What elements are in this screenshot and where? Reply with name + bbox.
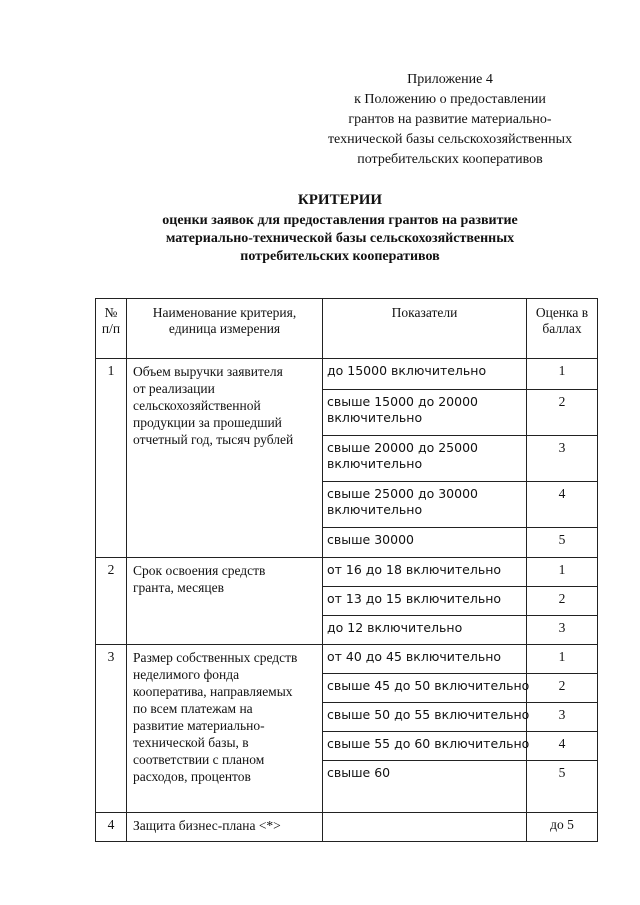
table-row (96, 558, 598, 587)
criterion-name-line: продукции за прошедший (133, 415, 282, 430)
indicator-cell (323, 761, 527, 813)
table-header-row (96, 299, 598, 359)
indicator-cell (323, 674, 530, 703)
header-number-line: п/п (101, 321, 121, 336)
header-score-line: баллах (542, 321, 582, 336)
criterion-name-line: развитие материально- (133, 718, 265, 733)
score-cell: 2 (527, 390, 598, 436)
score-cell: до 5 (527, 813, 598, 842)
table-row (96, 813, 598, 842)
header-name-line: Наименование критерия, (152, 305, 297, 320)
indicator-text: до 12 включительно (327, 620, 463, 635)
criterion-name-line: технической базы, в (133, 735, 249, 750)
score-cell: 5 (527, 528, 598, 558)
indicator-cell (323, 703, 530, 732)
indicator-cell (323, 732, 530, 761)
indicator-cell (323, 616, 527, 645)
criterion-name-line: Срок освоения средств (133, 563, 266, 578)
score-cell: 3 (527, 616, 598, 645)
score-cell: 4 (527, 482, 598, 528)
header-criterion-name (127, 299, 323, 359)
criterion-number: 1 (96, 359, 127, 558)
document-title: КРИТЕРИИ (297, 192, 383, 208)
criterion-name (127, 645, 323, 813)
table-row (96, 359, 598, 390)
annex-line: технической базы сельскохозяйственных (327, 132, 573, 147)
header-indicators: Показатели (323, 299, 527, 359)
indicator-text: от 40 до 45 включительно (327, 649, 502, 664)
score-cell: 2 (527, 587, 598, 616)
criterion-name (127, 558, 323, 645)
document-subtitle (60, 212, 620, 266)
annex-line: к Положению о предоставлении (354, 92, 546, 107)
criterion-name-line: гранта, месяцев (133, 580, 224, 595)
indicator-cell (323, 436, 527, 482)
criterion-number: 2 (96, 558, 127, 645)
criterion-name (127, 813, 323, 842)
indicator-text: от 13 до 15 включительно (327, 591, 502, 606)
criterion-name-line: кооператива, направляемых (133, 684, 293, 699)
indicator-text: свыше 25000 до 30000 (327, 486, 478, 501)
header-score-line: Оценка в (535, 305, 589, 320)
score-cell: 3 (527, 436, 598, 482)
criterion-name-line: сельскохозяйственной (133, 398, 261, 413)
subtitle-line: оценки заявок для предоставления грантов на развитие (162, 213, 518, 228)
criterion-name-line: расходов, процентов (133, 769, 251, 784)
header-number (96, 299, 127, 359)
criterion-name-line: неделимого фонда (133, 667, 240, 682)
criteria-table (95, 298, 598, 842)
indicator-text: свыше 55 до 60 включительно (327, 736, 530, 751)
criterion-number: 4 (96, 813, 127, 842)
indicator-text: свыше 45 до 50 включительно (327, 678, 530, 693)
table-row (96, 645, 598, 674)
subtitle-line: потребительских кооперативов (240, 249, 440, 264)
score-cell: 1 (527, 359, 598, 390)
indicator-text: до 15000 включительно (327, 363, 487, 378)
indicator-cell (323, 528, 527, 558)
indicator-text: включительно (327, 410, 423, 425)
header-number-line: № (104, 305, 118, 320)
score-cell: 2 (527, 674, 598, 703)
indicator-cell (323, 482, 527, 528)
header-name-line: единица измерения (168, 321, 281, 336)
annex-line: грантов на развитие материально- (348, 112, 552, 127)
indicator-cell (323, 645, 527, 674)
indicator-cell (323, 558, 527, 587)
criterion-name-line: по всем платежам на (133, 701, 253, 716)
header-score (527, 299, 598, 359)
score-cell: 5 (527, 761, 598, 813)
annex-heading (300, 70, 600, 170)
indicator-text: свыше 15000 до 20000 (327, 394, 478, 409)
score-cell: 3 (527, 703, 598, 732)
annex-line: Приложение 4 (407, 72, 493, 87)
indicator-cell (323, 390, 527, 436)
annex-line: потребительских кооперативов (357, 152, 543, 167)
indicator-text: свыше 60 (327, 765, 391, 780)
criterion-name (127, 359, 323, 558)
indicator-text: свыше 50 до 55 включительно (327, 707, 530, 722)
indicator-text: свыше 20000 до 25000 (327, 440, 478, 455)
criterion-number: 3 (96, 645, 127, 813)
indicator-cell (323, 587, 527, 616)
criterion-name-line: от реализации (133, 381, 215, 396)
criterion-name-line: Размер собственных средств (133, 650, 298, 665)
subtitle-line: материально-технической базы сельскохозяйственных (165, 231, 515, 246)
criterion-name-line: отчетный год, тысяч рублей (133, 432, 294, 447)
criterion-name-line: соответствии с планом (133, 752, 265, 767)
indicator-text: свыше 30000 (327, 532, 414, 547)
indicator-text: включительно (327, 502, 423, 517)
indicator-text: включительно (327, 456, 423, 471)
score-cell: 1 (527, 645, 598, 674)
indicator-text: от 16 до 18 включительно (327, 562, 502, 577)
indicator-cell (323, 359, 527, 390)
indicator-cell (323, 813, 527, 842)
criterion-name-line: Защита бизнес-плана <*> (133, 818, 281, 833)
score-cell: 4 (527, 732, 598, 761)
score-cell: 1 (527, 558, 598, 587)
criterion-name-line: Объем выручки заявителя (133, 364, 283, 379)
